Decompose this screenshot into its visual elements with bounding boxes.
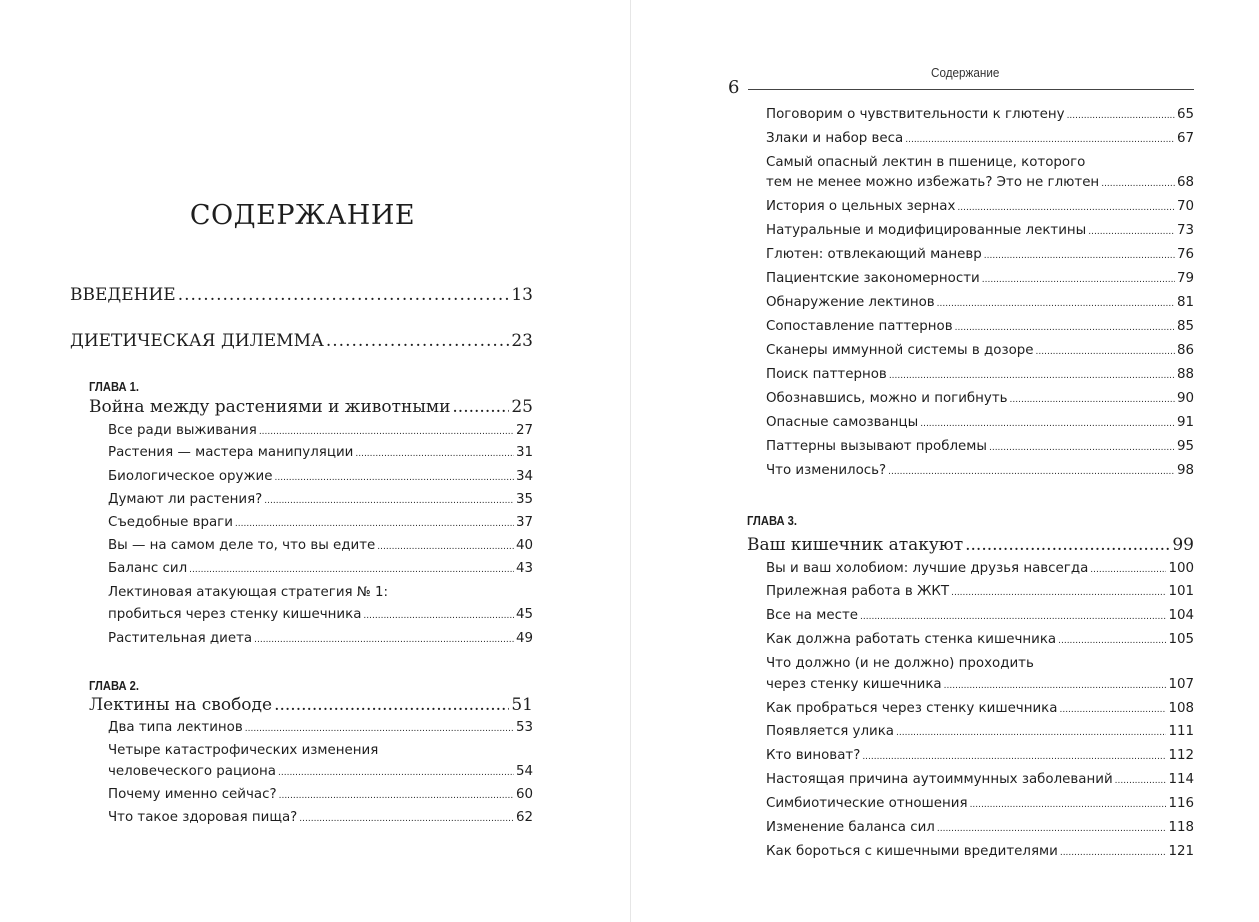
leader-dots bbox=[264, 496, 514, 506]
toc-entry[interactable] bbox=[766, 439, 1194, 458]
leader-dots bbox=[235, 519, 514, 529]
toc-entry-page: 60 bbox=[515, 787, 533, 802]
toc-entry[interactable] bbox=[108, 445, 533, 464]
toc-entry-title: Обознавшись, можно и погибнуть bbox=[766, 391, 1008, 406]
toc-entry-page: 73 bbox=[1176, 223, 1194, 238]
toc-entry-page: 27 bbox=[515, 423, 533, 438]
toc-entry-title: Что изменилось? bbox=[766, 463, 887, 478]
toc-entry[interactable] bbox=[108, 469, 533, 488]
leader-dots bbox=[984, 251, 1175, 261]
toc-entry-title: пробиться через стенку кишечника bbox=[108, 607, 362, 622]
toc-entry-title: Что такое здоровая пища? bbox=[108, 810, 298, 825]
toc-entry-title: Настоящая причина аутоиммунных заболеваний bbox=[766, 772, 1113, 787]
toc-entry[interactable] bbox=[766, 632, 1194, 651]
chapter-title-row[interactable] bbox=[89, 695, 533, 719]
toc-entry-title: Натуральные и модифицированные лектины bbox=[766, 223, 1087, 238]
toc-entry-page: 114 bbox=[1168, 772, 1194, 787]
toc-entry-first-line: Лектиновая атакующая стратегия № 1: bbox=[108, 585, 389, 600]
toc-entry-page: 13 bbox=[511, 285, 533, 305]
toc-entry-title: Сканеры иммунной системы в дозоре bbox=[766, 343, 1034, 358]
toc-entry[interactable] bbox=[766, 584, 1194, 603]
leader-dots bbox=[363, 611, 514, 621]
toc-entry-page: 101 bbox=[1168, 584, 1194, 599]
leader-dots bbox=[355, 449, 514, 459]
toc-entry-page: 31 bbox=[515, 445, 533, 460]
running-head: Содержание bbox=[931, 65, 1000, 80]
toc-entry-title: Кто виноват? bbox=[766, 748, 861, 763]
leader-dots bbox=[278, 768, 514, 778]
leader-dots bbox=[452, 397, 509, 417]
chapter-page: 51 bbox=[511, 695, 533, 715]
toc-entry[interactable] bbox=[766, 247, 1194, 266]
leader-dots bbox=[326, 331, 509, 351]
leader-dots bbox=[989, 443, 1175, 453]
page-title: СОДЕРЖАНИЕ bbox=[189, 200, 416, 231]
toc-entry[interactable] bbox=[766, 319, 1194, 338]
leader-dots bbox=[955, 323, 1175, 333]
leader-dots bbox=[274, 473, 513, 483]
toc-entry-page: 53 bbox=[515, 720, 533, 735]
toc-entry[interactable] bbox=[108, 538, 533, 557]
toc-entry[interactable] bbox=[766, 701, 1194, 720]
toc-entry-page: 104 bbox=[1168, 608, 1194, 623]
toc-entry-title: Как бороться с кишечными вредителями bbox=[766, 844, 1058, 859]
toc-entry[interactable] bbox=[108, 764, 533, 783]
toc-entry-title: Растения — мастера манипуляции bbox=[108, 445, 354, 460]
toc-entry[interactable] bbox=[108, 631, 533, 650]
toc-entry-page: 112 bbox=[1168, 748, 1194, 763]
leader-dots bbox=[970, 800, 1167, 810]
toc-entry-title: Симбиотические отношения bbox=[766, 796, 968, 811]
toc-entry-page: 45 bbox=[515, 607, 533, 622]
chapter-label: ГЛАВА 2. bbox=[89, 678, 140, 693]
toc-introduction[interactable] bbox=[70, 285, 533, 309]
toc-entry-page: 118 bbox=[1168, 820, 1194, 835]
toc-entry-title: Обнаружение лектинов bbox=[766, 295, 935, 310]
toc-entry[interactable] bbox=[108, 787, 533, 806]
leader-dots bbox=[1067, 111, 1175, 121]
leader-dots bbox=[1059, 705, 1166, 715]
toc-entry-page: 40 bbox=[515, 538, 533, 553]
toc-entry-title: Паттерны вызывают проблемы bbox=[766, 439, 987, 454]
toc-entry-page: 107 bbox=[1168, 677, 1194, 692]
toc-entry-title: Опасные самозванцы bbox=[766, 415, 919, 430]
toc-entry-page: 37 bbox=[515, 515, 533, 530]
toc-entry-title: Пациентские закономерности bbox=[766, 271, 980, 286]
chapter-title: Лектины на свободе bbox=[89, 695, 273, 715]
leader-dots bbox=[1101, 179, 1175, 189]
toc-entry-title: Съедобные враги bbox=[108, 515, 233, 530]
toc-entry-title: Думают ли растения? bbox=[108, 492, 263, 507]
toc-entry[interactable] bbox=[766, 748, 1194, 767]
toc-entry[interactable] bbox=[766, 561, 1194, 580]
toc-entry-title: через стенку кишечника bbox=[766, 677, 942, 692]
toc-entry[interactable] bbox=[766, 343, 1194, 362]
leader-dots bbox=[1090, 565, 1166, 575]
toc-entry-page: 79 bbox=[1176, 271, 1194, 286]
toc-entry[interactable] bbox=[108, 492, 533, 511]
toc-entry-page: 62 bbox=[515, 810, 533, 825]
toc-entry-page: 76 bbox=[1176, 247, 1194, 262]
leader-dots bbox=[274, 695, 509, 715]
chapter-title-row[interactable] bbox=[89, 397, 533, 421]
toc-entry[interactable] bbox=[766, 677, 1194, 696]
toc-entry[interactable] bbox=[766, 724, 1194, 743]
toc-entry-title: Поиск паттернов bbox=[766, 367, 887, 382]
toc-entry[interactable] bbox=[108, 810, 533, 829]
toc-entry-title: История о цельных зернах bbox=[766, 199, 956, 214]
leader-dots bbox=[889, 371, 1175, 381]
toc-entry-page: 70 bbox=[1176, 199, 1194, 214]
leader-dots bbox=[905, 135, 1175, 145]
toc-entry[interactable] bbox=[766, 463, 1194, 482]
toc-entry-title: Поговорим о чувствительности к глютену bbox=[766, 107, 1065, 122]
toc-entry[interactable] bbox=[766, 107, 1194, 126]
toc-entry-title: Сопоставление паттернов bbox=[766, 319, 953, 334]
leader-dots bbox=[937, 824, 1167, 834]
toc-entry-title: Все ради выживания bbox=[108, 423, 257, 438]
leader-dots bbox=[299, 814, 514, 824]
toc-entry-page: 100 bbox=[1168, 561, 1194, 576]
toc-entry-page: 54 bbox=[515, 764, 533, 779]
toc-entry-title: Биологическое оружие bbox=[108, 469, 273, 484]
leader-dots bbox=[896, 728, 1166, 738]
toc-entry-title: Растительная диета bbox=[108, 631, 253, 646]
leader-dots bbox=[860, 612, 1166, 622]
page-number: 6 bbox=[728, 77, 740, 98]
toc-entry-title: тем не менее можно избежать? Это не глютен bbox=[766, 175, 1100, 190]
toc-entry-page: 90 bbox=[1176, 391, 1194, 406]
toc-entry-page: 121 bbox=[1168, 844, 1194, 859]
leader-dots bbox=[245, 724, 514, 734]
toc-entry-title: Как пробраться через стенку кишечника bbox=[766, 701, 1058, 716]
leader-dots bbox=[279, 791, 514, 801]
toc-entry[interactable] bbox=[766, 844, 1194, 863]
toc-entry-title: Вы — на самом деле то, что вы едите bbox=[108, 538, 376, 553]
chapter-page: 99 bbox=[1172, 535, 1194, 555]
toc-entry-title: человеческого рациона bbox=[108, 764, 276, 779]
toc-entry-page: 86 bbox=[1176, 343, 1194, 358]
toc-entry[interactable] bbox=[766, 175, 1194, 194]
chapter-title: Ваш кишечник атакуют bbox=[747, 535, 964, 555]
toc-entry-page: 85 bbox=[1176, 319, 1194, 334]
toc-entry-first-line: Четыре катастрофических изменения bbox=[108, 743, 379, 758]
toc-entry-title: ДИЕТИЧЕСКАЯ ДИЛЕММА bbox=[70, 331, 324, 351]
right-page bbox=[631, 0, 1259, 922]
toc-entry[interactable] bbox=[766, 796, 1194, 815]
toc-entry[interactable] bbox=[108, 423, 533, 442]
toc-entry-page: 111 bbox=[1168, 724, 1194, 739]
toc-entry-page: 23 bbox=[511, 331, 533, 351]
leader-dots bbox=[178, 285, 510, 305]
chapter-page: 25 bbox=[511, 397, 533, 417]
toc-entry[interactable] bbox=[766, 391, 1194, 410]
toc-entry-page: 34 bbox=[515, 469, 533, 484]
toc-entry[interactable] bbox=[108, 720, 533, 739]
toc-entry-page: 88 bbox=[1176, 367, 1194, 382]
chapter-title-row[interactable] bbox=[747, 535, 1194, 559]
leader-dots bbox=[189, 565, 514, 575]
toc-entry-page: 95 bbox=[1176, 439, 1194, 454]
toc-entry[interactable] bbox=[766, 367, 1194, 386]
toc-entry[interactable] bbox=[108, 515, 533, 534]
leader-dots bbox=[254, 635, 514, 645]
toc-entry-page: 116 bbox=[1168, 796, 1194, 811]
toc-entry-title: Глютен: отвлекающий маневр bbox=[766, 247, 982, 262]
leader-dots bbox=[920, 419, 1175, 429]
toc-entry[interactable] bbox=[766, 131, 1194, 150]
leader-dots bbox=[957, 203, 1175, 213]
toc-entry-page: 81 bbox=[1176, 295, 1194, 310]
leader-dots bbox=[888, 467, 1175, 477]
toc-entry-page: 49 bbox=[515, 631, 533, 646]
toc-entry-page: 43 bbox=[515, 561, 533, 576]
leader-dots bbox=[1088, 227, 1175, 237]
toc-entry-title: Прилежная работа в ЖКТ bbox=[766, 584, 950, 599]
leader-dots bbox=[1010, 395, 1175, 405]
toc-entry-first-line: Самый опасный лектин в пшенице, которого bbox=[766, 155, 1086, 170]
toc-entry-title: Почему именно сейчас? bbox=[108, 787, 277, 802]
toc-entry-page: 68 bbox=[1176, 175, 1194, 190]
header-rule bbox=[748, 89, 1194, 90]
leader-dots bbox=[944, 681, 1167, 691]
leader-dots bbox=[965, 535, 1170, 555]
chapter-label: ГЛАВА 3. bbox=[747, 513, 798, 528]
toc-entry-title: Вы и ваш холобиом: лучшие друзья навсегда bbox=[766, 561, 1089, 576]
toc-entry-title: Как должна работать стенка кишечника bbox=[766, 632, 1057, 647]
toc-entry-title: ВВЕДЕНИЕ bbox=[70, 285, 176, 305]
toc-entry-title: Два типа лектинов bbox=[108, 720, 243, 735]
toc-entry-title: Появляется улика bbox=[766, 724, 895, 739]
toc-entry[interactable] bbox=[766, 772, 1194, 791]
toc-entry[interactable] bbox=[108, 607, 533, 626]
toc-entry[interactable] bbox=[766, 295, 1194, 314]
toc-entry[interactable] bbox=[766, 820, 1194, 839]
toc-entry-page: 91 bbox=[1176, 415, 1194, 430]
chapter-title: Война между растениями и животными bbox=[89, 397, 451, 417]
leader-dots bbox=[1115, 776, 1167, 786]
toc-entry[interactable] bbox=[108, 561, 533, 580]
toc-entry[interactable] bbox=[766, 608, 1194, 627]
toc-entry-page: 108 bbox=[1168, 701, 1194, 716]
leader-dots bbox=[1058, 636, 1166, 646]
leader-dots bbox=[377, 542, 514, 552]
toc-entry[interactable] bbox=[766, 271, 1194, 290]
leader-dots bbox=[951, 588, 1166, 598]
chapter-label: ГЛАВА 1. bbox=[89, 379, 140, 394]
leader-dots bbox=[1060, 848, 1167, 858]
toc-entry[interactable] bbox=[766, 199, 1194, 218]
leader-dots bbox=[982, 275, 1175, 285]
toc-entry-page: 65 bbox=[1176, 107, 1194, 122]
leader-dots bbox=[1036, 347, 1175, 357]
leader-dots bbox=[937, 299, 1175, 309]
toc-entry-page: 35 bbox=[515, 492, 533, 507]
toc-entry-title: Все на месте bbox=[766, 608, 859, 623]
toc-entry-title: Баланс сил bbox=[108, 561, 188, 576]
toc-diet-dilemma[interactable] bbox=[70, 331, 533, 355]
toc-entry-page: 105 bbox=[1168, 632, 1194, 647]
toc-entry-title: Изменение баланса сил bbox=[766, 820, 935, 835]
toc-entry-page: 98 bbox=[1176, 463, 1194, 478]
leader-dots bbox=[862, 752, 1166, 762]
toc-entry-first-line: Что должно (и не должно) проходить bbox=[766, 656, 1034, 671]
toc-entry[interactable] bbox=[766, 223, 1194, 242]
leader-dots bbox=[259, 427, 514, 437]
toc-entry-title: Злаки и набор веса bbox=[766, 131, 904, 146]
toc-entry-page: 67 bbox=[1176, 131, 1194, 146]
toc-entry[interactable] bbox=[766, 415, 1194, 434]
